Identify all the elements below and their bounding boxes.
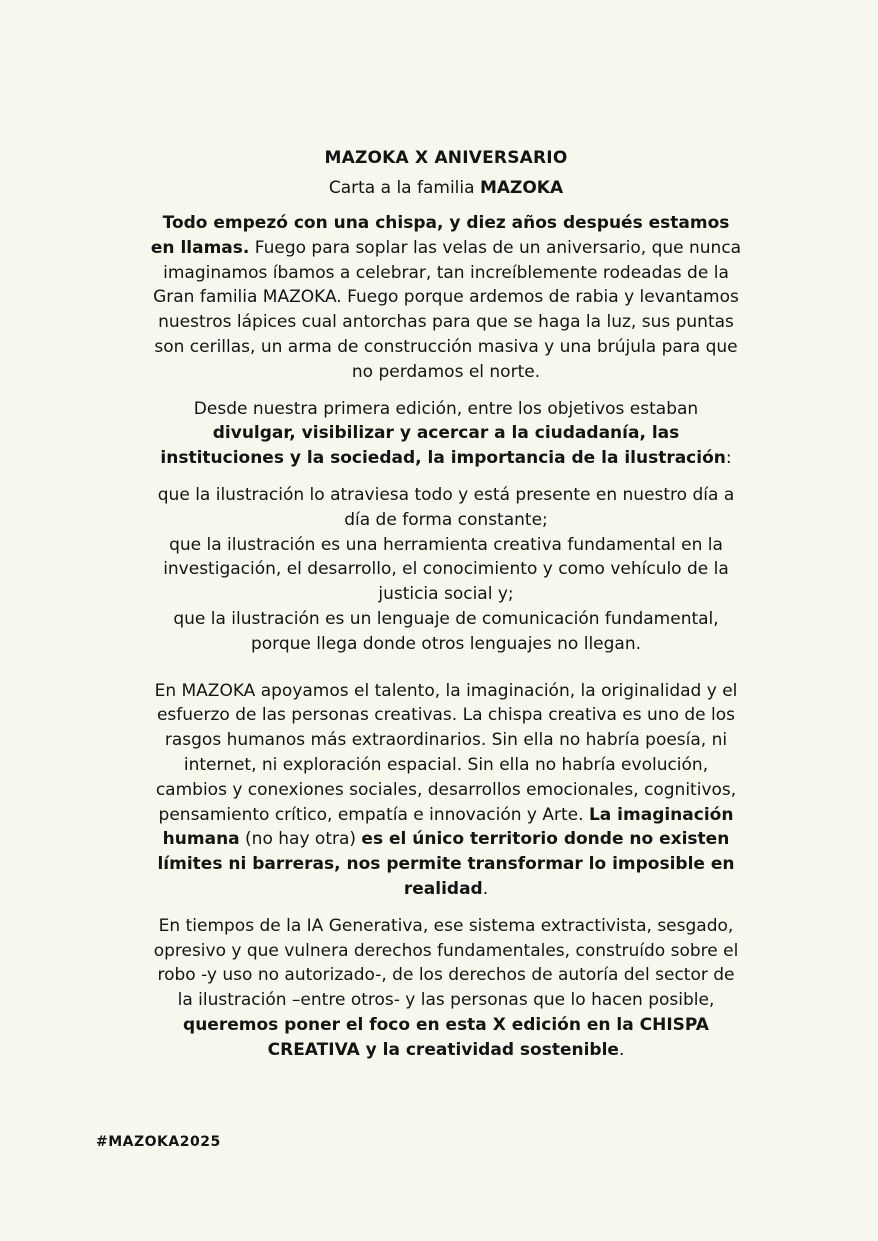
objectives-bold: divulgar, visibilizar y acercar a la ciudadanía, las instituciones y la sociedad, la importancia de la ilustración [160, 423, 726, 469]
talent-text: En MAZOKA apoyamos el talento, la imaginación, la originalidad y el esfuerzo de las personas creativas. La chispa creativa es uno de los rasgos humanos más extraordinarios. Sin ella no habría poesía, ni internet, ni exploración espacial. Sin ella no habría evolución, cambios y conexiones sociales, desarrollos emocionales, cognitivos, pensamiento crítico, empatía e innovación y Arte. [154, 680, 738, 825]
subtitle-brand: MAZOKA [479, 178, 564, 198]
subtitle-text: Carta a la familia [328, 178, 480, 198]
paragraph-intro [150, 211, 742, 385]
objectives-text: Desde nuestra primera edición, entre los objetivos estaban [193, 398, 699, 419]
list-line-1: que la ilustración lo atraviesa todo y está presente en nuestro día a día de forma constante; [157, 484, 735, 530]
ia-end: . [618, 1039, 625, 1060]
objectives-end: : [725, 448, 732, 469]
paragraph-objectives [150, 397, 742, 471]
ia-text: En tiempos de la IA Generativa, ese sistema extractivista, sesgado, opresivo y que vulnera derechos fundamentales, construído sobre el robo -y uso no autorizado-, de los derechos de autoría del sector de la ilustración –entre otros- y las personas que lo hacen posible, [153, 915, 739, 1011]
list-line-2: que la ilustración es una herramienta creativa fundamental en la investigación, el desarrollo, el conocimiento y como vehículo de la justicia social y; [163, 534, 729, 605]
page-title: MAZOKA X ANIVERSARIO [324, 148, 568, 168]
intro-bold: Todo empezó con una chispa, y diez años después estamos en llamas. [150, 213, 730, 258]
paragraph-ia [150, 914, 742, 1063]
ia-bold: queremos poner el foco en esta X edición en la CHISPA CREATIVA y la creatividad sostenible [183, 1014, 709, 1060]
talent-bold-2: es el único territorio donde no existen límites ni barreras, nos permite transformar lo imposible en realidad [157, 829, 735, 899]
hashtag: #MAZOKA2025 [96, 1134, 221, 1150]
list-line-3: que la ilustración es un lenguaje de comunicación fundamental, porque llega donde otros lenguajes no llegan. [173, 608, 719, 654]
paragraph-talent [150, 679, 742, 902]
subtitle [150, 178, 742, 198]
paragraph-list [150, 483, 742, 657]
letter-body [150, 148, 742, 1075]
talent-bold-1: La imaginación humana [162, 804, 734, 850]
talent-end: . [482, 878, 489, 899]
intro-text: Fuego para soplar las velas de un aniversario, que nunca imaginamos íbamos a celebrar, tan increíblemente rodeadas de la Gran familia MAZOKA. Fuego porque ardemos de rabia y levantamos nuestros lápices cual antorchas para que se haga la luz, sus puntas son cerillas, un arma de construcción masiva y una brújula para que no perdamos el norte. [153, 237, 742, 382]
talent-mid: (no hay otra) [239, 829, 362, 850]
